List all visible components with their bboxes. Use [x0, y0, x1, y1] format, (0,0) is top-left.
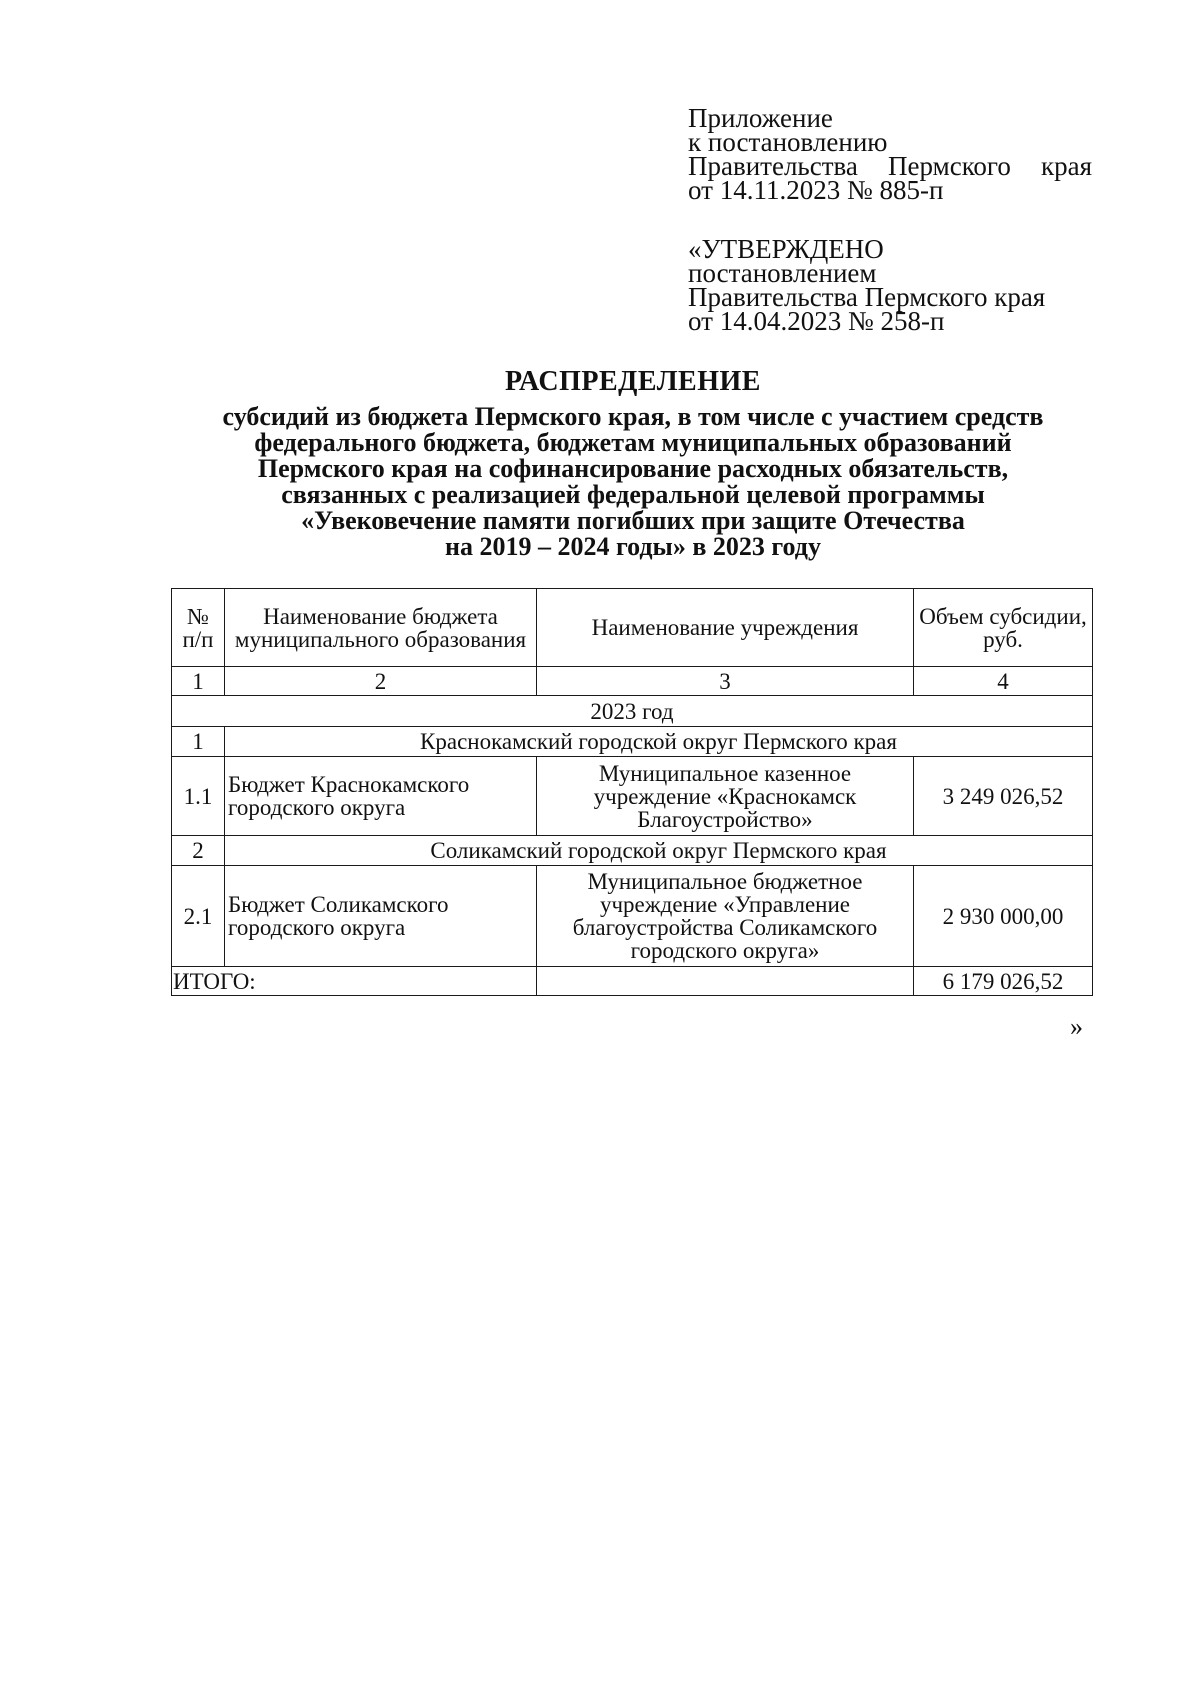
group-row	[172, 727, 1093, 757]
row-budget: Бюджет Соликамского городского округа	[225, 866, 537, 967]
appendix-block	[688, 103, 1092, 205]
document-title: РАСПРЕДЕЛЕНИЕ	[505, 366, 761, 397]
total-label: ИТОГО:	[172, 967, 537, 996]
row-num: 1.1	[172, 757, 225, 836]
approved-line-3: Правительства Пермского края	[688, 282, 1046, 312]
header-institution: Наименование учреждения	[537, 589, 914, 667]
row-budget: Бюджет Краснокамского городского округа	[225, 757, 537, 836]
group-num: 1	[172, 727, 225, 757]
appendix-line-3-word-1: Правительства	[688, 151, 858, 181]
document-subtitle	[150, 404, 1116, 560]
total-row	[172, 967, 1093, 996]
distribution-table	[171, 588, 1093, 996]
group-num: 2	[172, 836, 225, 866]
header-budget: Наименование бюджета муниципального образования	[225, 589, 537, 667]
subtitle-line: связанных с реализацией федеральной целевой программы	[281, 480, 985, 509]
table-row	[172, 866, 1093, 967]
appendix-line-2: к постановлению	[688, 127, 888, 157]
subtitle-line: Пермского края на софинансирование расходных обязательств,	[257, 454, 1009, 483]
column-number: 4	[914, 667, 1093, 696]
column-number: 2	[225, 667, 537, 696]
approved-block	[688, 234, 1092, 336]
column-number: 1	[172, 667, 225, 696]
group-name: Соликамский городской округ Пермского края	[225, 836, 1093, 866]
column-number-row	[172, 667, 1093, 696]
column-number: 3	[537, 667, 914, 696]
row-amount: 2 930 000,00	[914, 866, 1093, 967]
subtitle-line: «Увековечение памяти погибших при защите Отечества	[301, 506, 965, 535]
row-amount: 3 249 026,52	[914, 757, 1093, 836]
table-row	[172, 757, 1093, 836]
subtitle-line: субсидий из бюджета Пермского края, в том числе с участием средств	[222, 402, 1044, 431]
total-amount: 6 179 026,52	[914, 967, 1093, 996]
approved-line-4: от 14.04.2023 № 258-п	[688, 306, 945, 336]
subtitle-line: на 2019 – 2024 годы» в 2023 году	[445, 532, 821, 561]
group-name: Краснокамский городской округ Пермского края	[225, 727, 1093, 757]
table-header-row	[172, 589, 1093, 667]
row-institution: Муниципальное казенное учреждение «Краснокамск Благоустройство»	[537, 757, 914, 836]
approved-line-2: постановлением	[688, 258, 877, 288]
year-row	[172, 696, 1093, 727]
appendix-line-3-word-2: Пермского	[888, 151, 1011, 181]
header-num: № п/п	[172, 589, 225, 667]
appendix-line-4: от 14.11.2023 № 885-п	[688, 175, 944, 205]
approved-line-1: «УТВЕРЖДЕНО	[688, 234, 884, 264]
total-empty-cell	[537, 967, 914, 996]
closing-quote: »	[1070, 1012, 1083, 1041]
row-num: 2.1	[172, 866, 225, 967]
row-institution: Муниципальное бюджетное учреждение «Управление благоустройства Соликамского городского округа»	[537, 866, 914, 967]
year-label: 2023 год	[172, 696, 1093, 727]
subtitle-line: федерального бюджета, бюджетам муниципальных образований	[254, 428, 1012, 457]
group-row	[172, 836, 1093, 866]
header-amount: Объем субсидии, руб.	[914, 589, 1093, 667]
appendix-line-3-word-3: края	[1040, 151, 1092, 181]
appendix-line-1: Приложение	[688, 103, 833, 133]
